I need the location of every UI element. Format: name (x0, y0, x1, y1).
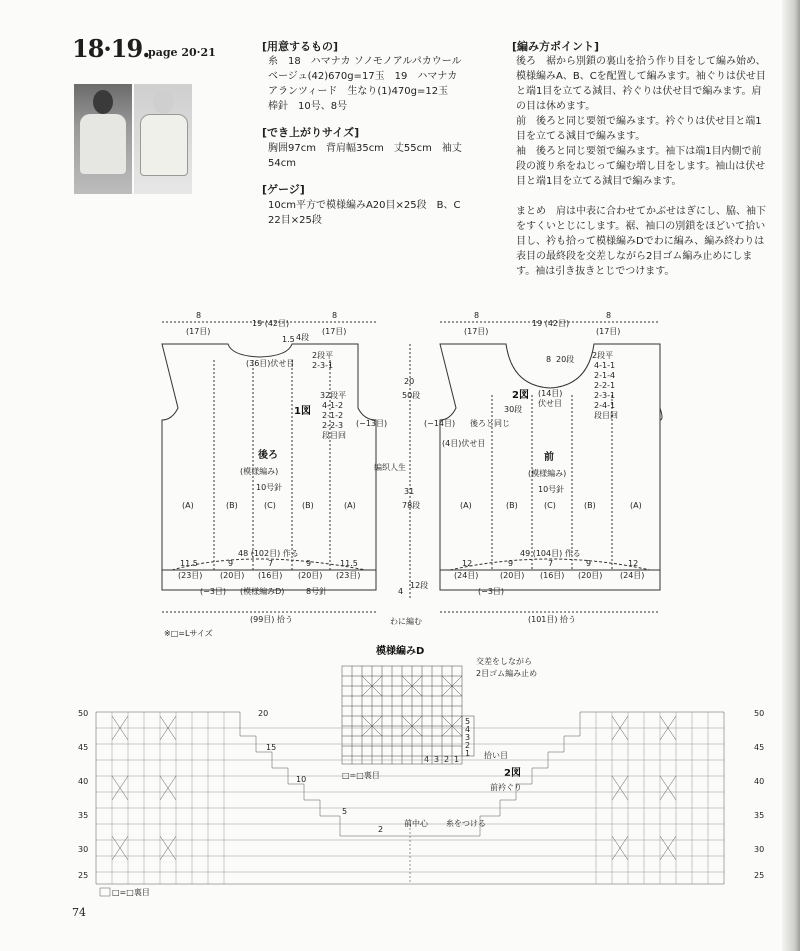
chart2-right-row: 40 (754, 777, 765, 786)
front-col-a: (A) (460, 501, 472, 510)
front-top-left-stitches: (17目) (464, 327, 489, 336)
back-neck-bind: (36目)伏せ目 (246, 359, 295, 368)
front-bottom-st: (24目) (454, 571, 479, 580)
materials-line: ベージュ(42)670g=17玉 19 ハマナカ (268, 71, 458, 82)
finished-size-heading: [でき上がりサイズ] (262, 126, 360, 139)
front-bottom-w: 7 (548, 559, 554, 568)
back-bottom-w: 11.5 (340, 559, 358, 568)
chart-d-col-num: 2 (444, 755, 450, 764)
back-col-b2: (B) (302, 501, 314, 510)
finished-size-line: 54cm (268, 158, 296, 169)
front-top-mid-width: 19 (42目) (532, 319, 570, 328)
chart2-legend: □=□裏目 (112, 888, 150, 897)
front-figure-ref: 2図 (512, 390, 529, 401)
front-neck-dec6: 段目回 (594, 411, 618, 420)
front-top-right-width: 8 (606, 311, 612, 320)
chart-d-legend: □=□裏目 (342, 771, 380, 780)
materials-line: アランツィード 生なり(1)470g=12玉 (268, 86, 449, 97)
chart-d-col-num: 1 (454, 755, 460, 764)
back-bottom-st: (16目) (258, 571, 283, 580)
front-col-b: (B) (506, 501, 518, 510)
chart2-marker: 5 (342, 807, 348, 816)
chart2-marker: 2 (378, 825, 384, 834)
back-rib-dec: (−3目) (200, 587, 227, 596)
points-heading: [編み方ポイント] (512, 40, 600, 53)
front-col-a2: (A) (630, 501, 642, 510)
front-neck-rows-side: 30段 (504, 405, 523, 414)
back-needle: 10号針 (256, 483, 283, 492)
back-cast-on: 48 (102目) 作る (238, 549, 299, 558)
back-pickup: (99目) 拾う (250, 615, 293, 624)
chart2-left-row: 45 (78, 743, 89, 752)
front-top-right-stitches: (17目) (596, 327, 621, 336)
chart-d-row-num: 4 (465, 725, 471, 734)
chart-d-row-num: 2 (465, 741, 471, 750)
front-neck-dec1: 4-1-1 (594, 361, 616, 370)
points-paragraph-front: 前 後ろと同じ要領で編みます。衿ぐりは伏せ目と端1目を立てる減目で編みます。 (516, 116, 762, 142)
back-rib: (模様編みD) (240, 587, 285, 596)
back-neck-rows: 4段 (296, 333, 310, 342)
back-piece-name: 後ろ (258, 450, 278, 461)
back-col-a: (A) (182, 501, 194, 510)
chart2-left-row: 30 (78, 845, 89, 854)
page-number: 74 (72, 906, 86, 919)
materials-heading: [用意するもの] (262, 40, 339, 53)
back-top-mid-width: 19 (42目) (252, 319, 290, 328)
front-bottom-st: (20目) (500, 571, 525, 580)
pattern-number: 18·19. (72, 34, 150, 63)
chart2-center: 前中心 (404, 819, 428, 828)
center-lower-dim: 31 (404, 487, 415, 496)
back-col-a2: (A) (344, 501, 356, 510)
front-pattern: (模様編み) (528, 469, 567, 478)
front-needle: 10号針 (538, 485, 565, 494)
back-col-c: (C) (264, 501, 276, 510)
finished-size-line: 胸囲97cm 背肩幅35cm 丈55cm 袖丈 (268, 143, 462, 154)
back-bottom-st: (20目) (220, 571, 245, 580)
front-bottom-st: (16目) (540, 571, 565, 580)
front-neck-bind2: 伏せ目 (538, 399, 562, 408)
chart2-grid (96, 712, 724, 896)
center-upper-rows: 50段 (402, 391, 421, 400)
back-top-right-width: 8 (332, 311, 338, 320)
front-top-left-width: 8 (474, 311, 480, 320)
front-bottom-w: 12 (462, 559, 473, 568)
chart-d-title: 模様編みD (376, 646, 425, 657)
chart2-title: 2図 (504, 768, 521, 779)
center-upper-dim: 20 (404, 377, 415, 386)
points-paragraph-finishing: まとめ 肩は中表に合わせてかぶせはぎにし、脇、袖下をすくいとじにします。裾、袖口の別鎖をほどいて拾い目し、衿も拾って模様編みDでわに編み、編み終わりは表目の最終段を交差しながら2目ゴム編み止めにします。袖は引き抜きとじでつけます。 (516, 206, 766, 277)
size-note: ※□=Lサイズ (164, 629, 213, 638)
front-bottom-st: (20目) (578, 571, 603, 580)
front-col-b2: (B) (584, 501, 596, 510)
chart2-left-row: 25 (78, 871, 89, 880)
chart2-marker: 10 (296, 775, 307, 784)
front-arm-bind: (−14目) (424, 419, 456, 428)
back-bottom-st: (23目) (336, 571, 361, 580)
back-top-right-stitches: (17目) (322, 327, 347, 336)
chart-d-row-num: 5 (465, 717, 471, 726)
front-bottom-w: 9 (508, 559, 514, 568)
center-rib-rows: 12段 (410, 581, 429, 590)
points-paragraph-sleeve: 袖 後ろと同じ要領で編みます。袖下は端1目内側で前段の渡り糸をねじって編む増し目をします。袖山は伏せ目と端1目を立てる減目で編みます。 (516, 146, 766, 187)
back-figure-ref: 1図 (294, 406, 311, 417)
back-arm-dec4: 段目回 (322, 431, 346, 440)
chart-d-col-num: 4 (424, 755, 430, 764)
back-bottom-w: 9 (306, 559, 312, 568)
front-bottom-w: 9 (586, 559, 592, 568)
chart2-right-row: 25 (754, 871, 765, 880)
back-bottom-st: (23目) (178, 571, 203, 580)
back-pattern: (模様編み) (240, 467, 279, 476)
chart-d-pickup: 拾い目 (484, 751, 508, 760)
gauge-line: 10cm平方で模様編みA20目×25段 B、C (268, 200, 461, 211)
back-neck-dec: 2段平 (312, 351, 334, 360)
back-bottom-w: 11.5 (180, 559, 198, 568)
chart2-attach: 糸をつける (446, 819, 486, 828)
materials-line: 棒針 10号、8号 (268, 101, 348, 112)
back-arm-rows: 32段平 (320, 391, 347, 400)
front-bottom-st: (24目) (620, 571, 645, 580)
chart-d-note1: 交差をしながら (476, 657, 532, 666)
back-col-b: (B) (226, 501, 238, 510)
front-neck-dec: 2段平 (592, 351, 614, 360)
center-lower-rows: 78段 (402, 501, 421, 510)
front-neck-drop: 8 (546, 355, 552, 364)
center-rib-dim: 4 (398, 587, 404, 596)
gauge-line: 22目×25段 (268, 215, 322, 226)
front-same-as-back: 後ろと同じ (470, 419, 510, 428)
center-in-round: わに編む (390, 617, 422, 626)
chart-d-note2: 2目ゴム編み止め (476, 669, 538, 678)
book-spine-shadow (782, 0, 800, 951)
back-bottom-w: 7 (268, 559, 274, 568)
chart2-left-row: 35 (78, 811, 89, 820)
front-neck-dec2: 2-1-4 (594, 371, 616, 380)
back-arm-dec1: 4-1-2 (322, 401, 344, 410)
front-piece-name: 前 (544, 452, 554, 463)
back-neck-drop: 1.5 (282, 335, 295, 344)
front-neck-bind: (14目) (538, 389, 563, 398)
chart2-marker: 20 (258, 709, 269, 718)
back-neck-dec2: 2-3-1 (312, 361, 334, 370)
chart2-subtitle: 前衿ぐり (490, 783, 522, 792)
gauge-heading: [ゲージ] (262, 183, 305, 196)
back-rib-needle: 8号針 (306, 587, 328, 596)
materials-line: 糸 18 ハマナカ ソノモノアルパカウール (268, 56, 462, 67)
chart2-right-row: 50 (754, 709, 765, 718)
front-neck-dec5: 2-4-1 (594, 401, 616, 410)
chart2-right-row: 30 (754, 845, 765, 854)
front-neck-dec4: 2-3-1 (594, 391, 616, 400)
back-arm-dec3: 2-2-3 (322, 421, 344, 430)
chart2-left-row: 50 (78, 709, 89, 718)
front-cast-on: 49 (104目) 作る (520, 549, 581, 558)
points-paragraph-back: 後ろ 裾から別鎖の裏山を拾う作り目をして編み始め、模様編みA、B、Cを配置して編みます。袖ぐりは伏せ目と端1目を立てる減目、衿ぐりは伏せ目で編みます。肩の目は休めます。 (516, 56, 766, 112)
front-col-c: (C) (544, 501, 556, 510)
page-reference: page 20·21 (148, 46, 216, 59)
back-top-left-stitches: (17目) (186, 327, 211, 336)
chart-d-grid (342, 666, 474, 764)
back-bottom-st: (20目) (298, 571, 323, 580)
back-top-left-width: 8 (196, 311, 202, 320)
chart-d-col-num: 3 (434, 755, 440, 764)
chart-d-row-num: 3 (465, 733, 471, 742)
front-neck-dec3: 2-2-1 (594, 381, 616, 390)
chart2-right-row: 35 (754, 811, 765, 820)
back-arm-bind: (−13目) (356, 419, 388, 428)
chart-d-row-num: 1 (465, 749, 471, 758)
chart2-right-row: 45 (754, 743, 765, 752)
back-arm-dec2: 2-1-2 (322, 411, 344, 420)
front-pickup: (101目) 拾う (528, 615, 577, 624)
front-arm-bind2: (4目)伏せ目 (442, 439, 486, 448)
front-rib-dec: (−3目) (478, 587, 505, 596)
front-neck-rows: 20段 (556, 355, 575, 364)
chart2-marker: 15 (266, 743, 277, 752)
back-bottom-w: 9 (228, 559, 234, 568)
chart2-left-row: 40 (78, 777, 89, 786)
front-bottom-w: 12 (628, 559, 639, 568)
watermark: 编织人生 (374, 463, 406, 472)
